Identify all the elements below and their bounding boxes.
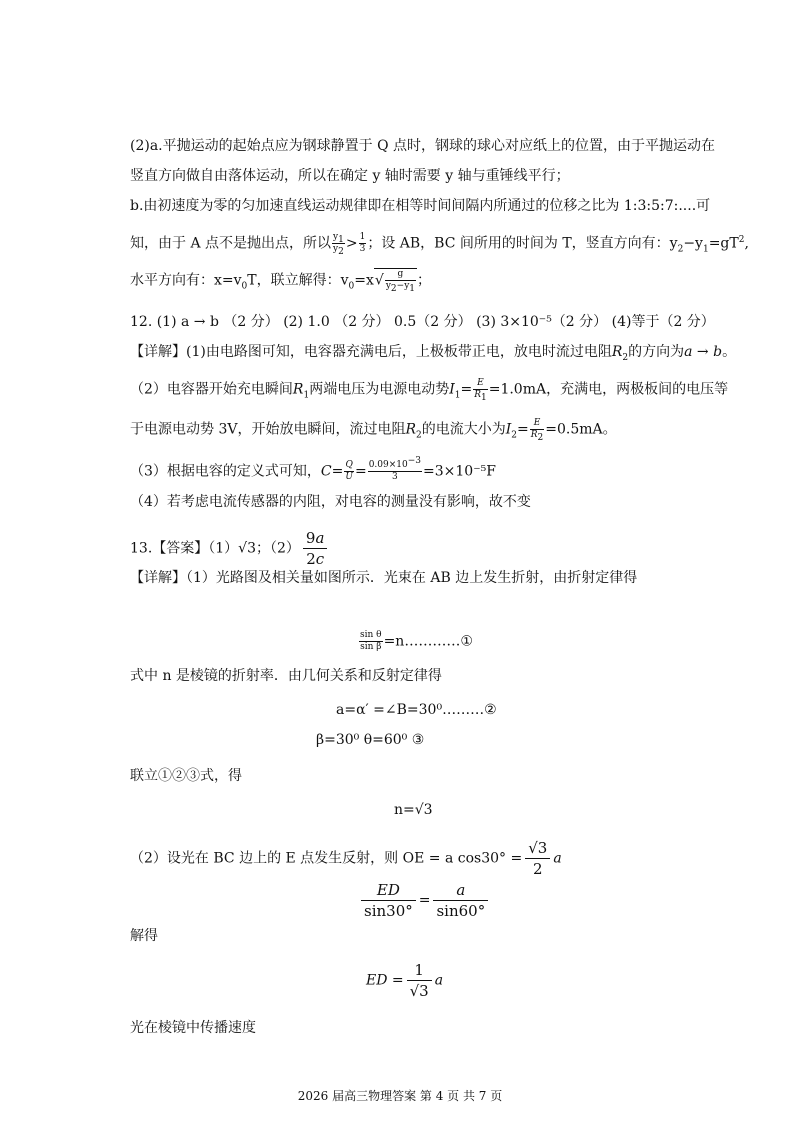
- formula-2: a=α′ =∠B=30⁰………②: [336, 702, 497, 718]
- text-line: 竖直方向做自由落体运动，所以在确定 y 轴时需要 y 轴与重锤线平行；: [130, 168, 570, 184]
- formula-ed: ED = $\frac{1}{√3}$ a: [366, 961, 444, 1000]
- answer-13: 13.【答案】（1）√3；（2） $\frac{9a}{2c}$: [130, 528, 330, 569]
- page-footer: 2026 届高三物理答案 第 4 页 共 7 页: [297, 1089, 503, 1103]
- text-line: （3）根据电容的定义式可知，C= $\frac{Q}{U}$ = $\frac{0.09\times 10^{-3}}{3}$ =3×10⁻⁵F: [130, 456, 496, 482]
- text-line: 式中 n 是棱镜的折射率．由几何关系和反射定律得: [130, 668, 442, 684]
- text-line: 【详解】(1)由电路图可知，电容器充满电后，上极板带正电，放电时流过电阻$R_2$的方向为a → b。: [130, 344, 737, 363]
- text-line: （4）若考虑电流传感器的内阻，对电容的测量没有影响，故不变: [130, 494, 531, 510]
- formula-ratio: $\frac{ED}{\sin 30^\circ}$ = $\frac{a}{\sin 60^\circ}$: [358, 880, 491, 921]
- text-line: 【详解】（1）光路图及相关量如图所示．光束在 AB 边上发生折射，由折射定律得: [130, 570, 638, 586]
- text-line: 联立①②③式，得: [130, 768, 242, 784]
- answer-12: 12. (1) a → b （2 分） (2) 1.0 （2 分） 0.5（2 分） (3) 3×10⁻⁵（2 分） (4)等于（2 分）: [130, 314, 715, 330]
- text-line-formula: （2）设光在 BC 边上的 E 点发生反射，则 OE = a cos30° = $\frac{√3}{2}$ a: [130, 839, 562, 878]
- text-line: 解得: [130, 928, 158, 944]
- text-line: 光在棱镜中传播速度: [130, 1020, 256, 1036]
- ratio-fraction: $\frac{y_1}{y_2}$: [333, 232, 344, 257]
- text-line: (2)a.平抛运动的起始点应为钢球静置于 Q 点时，钢球的球心对应纸上的位置，由于平抛运动在: [130, 138, 716, 154]
- formula-1: $\frac{\text{sin θ}}{\text{sin β}}$ =n…………①: [360, 630, 473, 652]
- text-line: 于电源电动势 3V，开始放电瞬间，流过电阻$R_2$的电流大小为$I_2=$ $\frac{E}{R_2}$ =0.5mA。: [130, 418, 617, 443]
- text-line: （2）电容器开始充电瞬间$R_1$两端电压为电源电动势$I_1=$ $\frac{E}{R_1}$ =1.0mA，充满电，两极板间的电压等: [130, 378, 729, 403]
- formula-3: β=30⁰ θ=60⁰ ③: [316, 732, 425, 748]
- formula-n: n=√3: [394, 802, 433, 818]
- text-line: b.由初速度为零的匀加速直线运动规律即在相等时间间隔内所通过的位移之比为 1:3:5:7:....可: [130, 198, 711, 214]
- sqrt-formula: √ $\frac{g}{y_2-y_1}$: [374, 269, 416, 294]
- text-line-fraction: 知，由于 A 点不是抛出点，所以 $\frac{y_1}{y_2}$ > $\frac{1}{3}$ ；设 AB，BC 间所用的时间为 T，竖直方向有：$y_2-y_1=gT^2$,: [130, 232, 749, 257]
- text-line-formula: 水平方向有：$x=v_0T$，联立解得：$v_0=x√$ $\frac{g}{y_2-y_1}$ ；: [130, 269, 432, 294]
